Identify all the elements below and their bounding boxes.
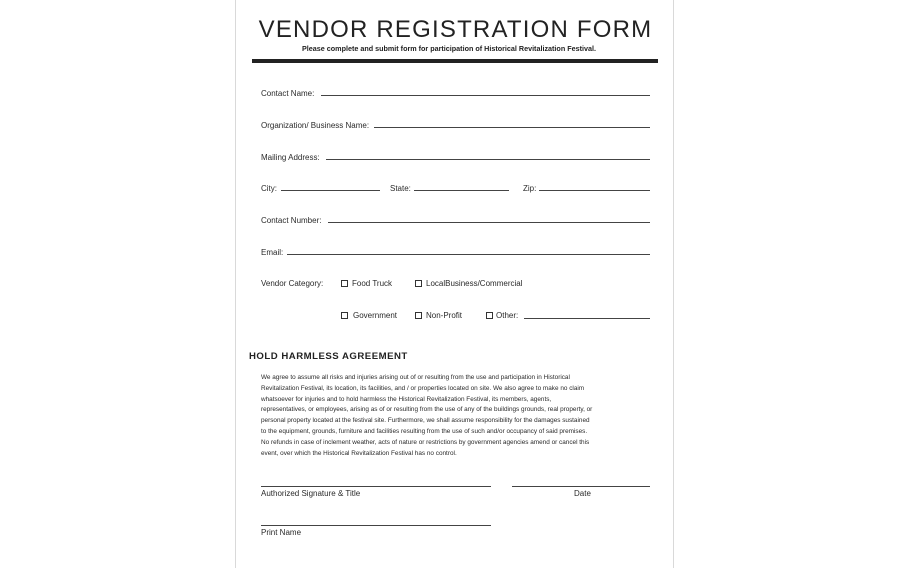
- agreement-line: We agree to assume all risks and injuries arising out of or resulting from the use and participation in Historical: [261, 374, 570, 381]
- agreement-line: No refunds in case of inclement weather, acts of nature or restrictions by government agencies amend or cancel this: [261, 438, 590, 446]
- city-field[interactable]: [281, 190, 380, 191]
- contact-name-label: Contact Name:: [261, 89, 315, 98]
- organization-field[interactable]: [374, 127, 650, 128]
- email-label: Email:: [261, 248, 284, 257]
- date-label: Date: [574, 489, 591, 498]
- organization-label: Organization/ Business Name:: [261, 121, 370, 130]
- state-label: State:: [390, 184, 411, 193]
- other-field[interactable]: [524, 318, 650, 319]
- form-title: VENDOR REGISTRATION FORM: [258, 16, 653, 43]
- contact-number-field[interactable]: [328, 222, 650, 223]
- email-field[interactable]: [287, 254, 650, 255]
- contact-number-label: Contact Number:: [261, 216, 322, 225]
- mailing-address-label: Mailing Address:: [261, 153, 320, 162]
- signature-label: Authorized Signature & Title: [261, 489, 361, 498]
- form-subtitle: Please complete and submit form for participation of Historical Revitalization Festival.: [302, 44, 596, 53]
- local-business-label: LocalBusiness/Commercial: [426, 279, 523, 288]
- agreement-line: representatives, or employees, arising as of or resulting from the use of any of the buildings grounds, real property, or: [261, 406, 593, 414]
- city-label: City:: [261, 184, 277, 193]
- agreement-line: personal property located at the festival site. Furthermore, we shall assume responsibility for the damages sustained: [261, 417, 590, 425]
- form-sheet: [235, 0, 674, 568]
- agreement-line: to the equipment, grounds, furniture and facilities resulting from the use of such and/or occupancy of said premises.: [261, 427, 588, 435]
- signature-field[interactable]: [261, 486, 491, 487]
- other-label: Other:: [496, 311, 519, 320]
- non-profit-checkbox[interactable]: [415, 312, 422, 319]
- agreement-line: Revitalization Festival, its location, its facilities, and / or properties located on site. We also agree to make no claim: [261, 384, 585, 392]
- zip-field[interactable]: [539, 190, 650, 191]
- agreement-text: [261, 373, 649, 459]
- government-checkbox[interactable]: [341, 312, 348, 319]
- date-field[interactable]: [512, 486, 650, 487]
- agreement-line: event, over which the Historical Revitalization Festival has no control.: [261, 449, 457, 457]
- print-name-label: Print Name: [261, 528, 302, 537]
- mailing-address-field[interactable]: [326, 159, 650, 160]
- print-name-field[interactable]: [261, 525, 491, 526]
- local-business-checkbox[interactable]: [415, 280, 422, 287]
- other-checkbox[interactable]: [486, 312, 493, 319]
- government-label: Government: [353, 311, 398, 320]
- agreement-line: whatsoever for injuries and to hold harmless the Historical Revitalization Festival, its members, agents,: [261, 395, 552, 403]
- agreement-heading: HOLD HARMLESS AGREEMENT: [249, 351, 408, 362]
- vendor-category-label: Vendor Category:: [261, 279, 324, 288]
- state-field[interactable]: [414, 190, 509, 191]
- contact-name-field[interactable]: [321, 95, 650, 96]
- non-profit-label: Non-Profit: [426, 311, 463, 320]
- food-truck-label: Food Truck: [352, 279, 393, 288]
- food-truck-checkbox[interactable]: [341, 280, 348, 287]
- zip-label: Zip:: [523, 184, 537, 193]
- title-divider: [252, 59, 658, 63]
